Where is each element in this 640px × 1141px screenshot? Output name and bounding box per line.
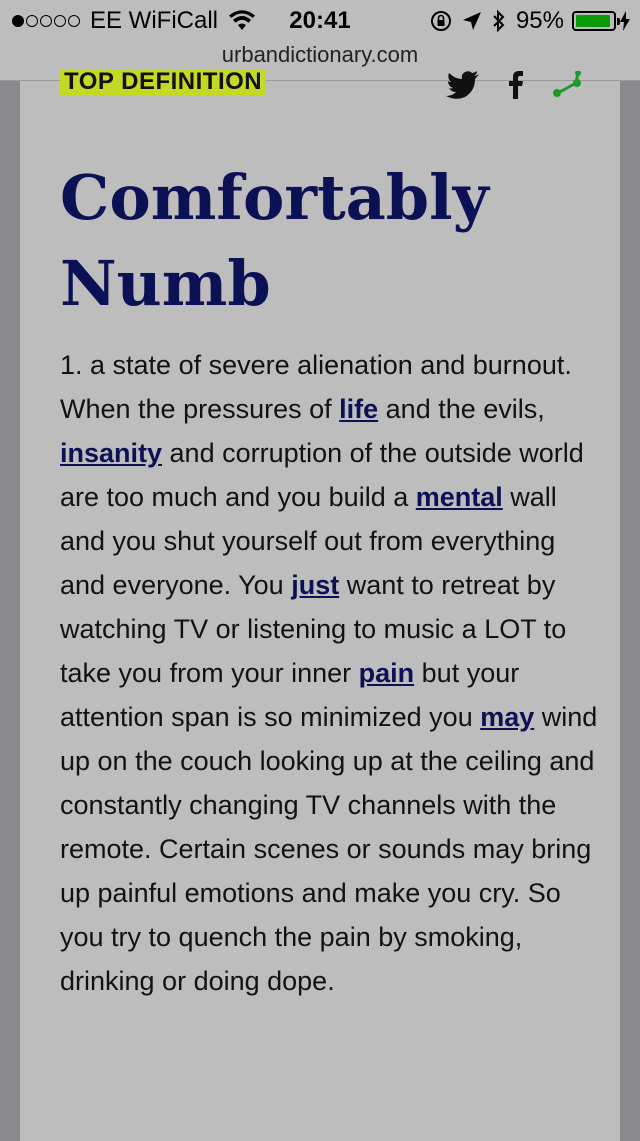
meaning-text: and corruption of the outside world are too much and you build a (60, 438, 584, 512)
link-life[interactable]: life (339, 394, 379, 424)
link-just[interactable]: just (291, 570, 340, 600)
battery-icon (572, 11, 616, 31)
status-bar (0, 0, 640, 40)
word-title-line2[interactable]: Numb (60, 247, 271, 320)
link-may[interactable]: may (480, 702, 535, 732)
share-icon[interactable] (552, 71, 582, 99)
location-arrow-icon (462, 11, 482, 31)
link-insanity[interactable]: insanity (60, 438, 163, 468)
bluetooth-icon (492, 9, 506, 33)
status-time: 20:41 (289, 7, 351, 34)
definition-meaning (60, 343, 600, 1003)
top-definition-badge: TOP DEFINITION (60, 69, 266, 95)
url-text[interactable]: urbandictionary.com (221, 42, 419, 67)
battery-nub (617, 18, 620, 25)
meaning-text: but your attention span is so minimized you (60, 658, 520, 732)
meaning-text: wind up on the couch looking up at the ceiling and constantly changing TV channels with the remote. Certain scenes or sounds may bring up painful emotions and make you cry. So you try to quench the pain by smoking, drinking or doing dope. (60, 702, 598, 996)
charging-bolt-icon (620, 11, 630, 31)
definition-card (20, 68, 620, 1141)
rotation-lock-icon (430, 10, 452, 32)
twitter-icon[interactable] (446, 71, 480, 99)
word-title[interactable] (60, 155, 600, 327)
battery-percent: 95% (515, 7, 564, 34)
battery-fill (576, 15, 610, 27)
link-pain[interactable]: pain (358, 658, 415, 688)
carrier-name: EE WiFiCall (90, 7, 219, 34)
meaning-text: wall and you shut yourself out from everything and everyone. You (60, 482, 557, 600)
status-right (420, 7, 630, 35)
word-title-line1[interactable]: Comfortably (60, 161, 489, 234)
facebook-icon[interactable] (508, 71, 524, 99)
share-row (418, 71, 582, 99)
meaning-text: 1. a state of severe alienation and burnout. When the pressures of (60, 350, 572, 424)
meaning-text: want to retreat by watching TV or listening to music a LOT to take you from your inner (60, 570, 567, 688)
link-mental[interactable]: mental (415, 482, 503, 512)
meaning-text: and the evils, (378, 394, 545, 424)
